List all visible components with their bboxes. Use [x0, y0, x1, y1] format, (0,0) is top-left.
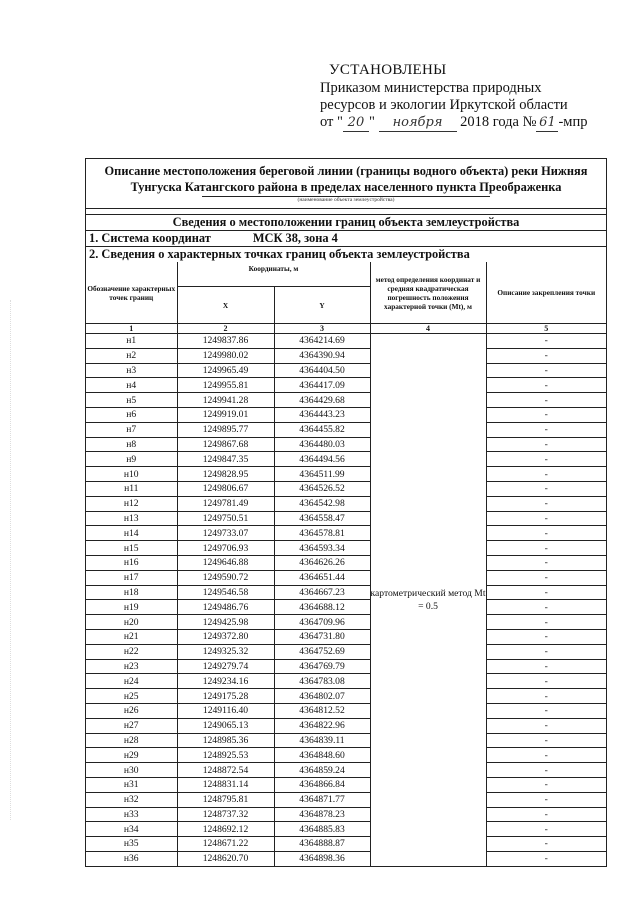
point-x: 1248831.14 — [177, 777, 274, 792]
point-id: н27 — [86, 718, 177, 733]
point-y: 4364390.94 — [274, 348, 370, 363]
point-x: 1249234.16 — [177, 674, 274, 689]
point-fixing: - — [486, 659, 606, 674]
table-row — [86, 481, 606, 496]
point-id: н6 — [86, 407, 177, 422]
table-row — [86, 467, 606, 482]
table-row — [86, 703, 606, 718]
point-x: 1248795.81 — [177, 792, 274, 807]
point-id: н33 — [86, 807, 177, 822]
point-y: 4364709.96 — [274, 615, 370, 630]
table-row — [86, 674, 606, 689]
header-designation: Обозначение характерных точек границ — [86, 262, 177, 324]
point-y: 4364866.84 — [274, 777, 370, 792]
coordinate-system-value: МСК 38, зона 4 — [252, 231, 338, 245]
point-id: н2 — [86, 348, 177, 363]
point-x: 1248872.54 — [177, 763, 274, 778]
point-fixing: - — [486, 748, 606, 763]
point-y: 4364429.68 — [274, 393, 370, 408]
point-id: н4 — [86, 378, 177, 393]
point-fixing: - — [486, 481, 606, 496]
point-id: н14 — [86, 526, 177, 541]
point-x: 1248985.36 — [177, 733, 274, 748]
point-id: н35 — [86, 837, 177, 852]
point-id: н36 — [86, 851, 177, 866]
point-y: 4364214.69 — [274, 334, 370, 349]
point-fixing: - — [486, 600, 606, 615]
table-row — [86, 378, 606, 393]
point-x: 1249980.02 — [177, 348, 274, 363]
document-title-line-2: Тунгуска Катангского района в пределах населенного пункта Преображенка — [130, 180, 562, 194]
point-id: н3 — [86, 363, 177, 378]
column-number: 2 — [177, 324, 274, 334]
point-x: 1249486.76 — [177, 600, 274, 615]
point-fixing: - — [486, 718, 606, 733]
header-fixing: Описание закрепления точки — [486, 262, 606, 324]
point-x: 1249116.40 — [177, 703, 274, 718]
table-row — [86, 526, 606, 541]
table-row — [86, 718, 606, 733]
point-id: н32 — [86, 792, 177, 807]
point-fixing: - — [486, 689, 606, 704]
point-fixing: - — [486, 437, 606, 452]
point-x: 1249828.95 — [177, 467, 274, 482]
document-title-line-1: Описание местоположения береговой линии (границы водного объекта) реки Нижняя — [104, 164, 588, 178]
table-row — [86, 363, 606, 378]
point-fixing: - — [486, 851, 606, 866]
point-id: н25 — [86, 689, 177, 704]
point-id: н31 — [86, 777, 177, 792]
table-row — [86, 763, 606, 778]
document-title-block — [86, 159, 606, 204]
point-id: н15 — [86, 541, 177, 556]
point-x: 1249965.49 — [177, 363, 274, 378]
point-x: 1249941.28 — [177, 393, 274, 408]
document-title-caption: (наименование объекта землеустройства) — [202, 196, 490, 204]
point-fixing: - — [486, 467, 606, 482]
approval-line-2: ресурсов и экологии Иркутской области — [320, 97, 568, 113]
point-id: н29 — [86, 748, 177, 763]
point-x: 1249847.35 — [177, 452, 274, 467]
table-row — [86, 348, 606, 363]
point-id: н19 — [86, 600, 177, 615]
table-row — [86, 689, 606, 704]
date-year: 2018 года № — [460, 114, 537, 130]
point-fixing: - — [486, 555, 606, 570]
method-cell: картометрический метод Mt = 0.5 — [370, 334, 486, 867]
point-y: 4364812.52 — [274, 703, 370, 718]
table-row — [86, 422, 606, 437]
point-x: 1249895.77 — [177, 422, 274, 437]
point-fixing: - — [486, 541, 606, 556]
point-x: 1249750.51 — [177, 511, 274, 526]
date-prefix: от " — [320, 114, 343, 130]
point-y: 4364898.36 — [274, 851, 370, 866]
point-x: 1249955.81 — [177, 378, 274, 393]
table-row — [86, 452, 606, 467]
approval-line-1: Приказом министерства природных — [320, 80, 542, 96]
section-heading: Сведения о местоположении границ объекта землеустройства — [86, 214, 606, 230]
point-y: 4364455.82 — [274, 422, 370, 437]
table-row — [86, 777, 606, 792]
point-fixing: - — [486, 777, 606, 792]
point-fixing: - — [486, 334, 606, 349]
table-row — [86, 437, 606, 452]
point-x: 1249590.72 — [177, 570, 274, 585]
column-number: 1 — [86, 324, 177, 334]
column-number: 4 — [370, 324, 486, 334]
point-x: 1249175.28 — [177, 689, 274, 704]
column-number: 5 — [486, 324, 606, 334]
point-y: 4364822.96 — [274, 718, 370, 733]
point-id: н16 — [86, 555, 177, 570]
point-y: 4364542.98 — [274, 496, 370, 511]
table-row — [86, 407, 606, 422]
point-id: н17 — [86, 570, 177, 585]
point-y: 4364417.09 — [274, 378, 370, 393]
header-method: метод определения координат и средняя квадратическая погрешность положения характерной точки (Mt), м — [370, 262, 486, 324]
table-row — [86, 600, 606, 615]
coordinate-system-row — [86, 230, 606, 246]
point-x: 1249706.93 — [177, 541, 274, 556]
header-x: X — [177, 287, 274, 324]
point-y: 4364885.83 — [274, 822, 370, 837]
point-id: н21 — [86, 629, 177, 644]
point-id: н11 — [86, 481, 177, 496]
point-x: 1248925.53 — [177, 748, 274, 763]
point-fixing: - — [486, 837, 606, 852]
approval-header — [320, 62, 630, 132]
point-y: 4364802.07 — [274, 689, 370, 704]
point-y: 4364494.56 — [274, 452, 370, 467]
handwritten-order-number: 61 — [536, 114, 558, 132]
point-y: 4364783.08 — [274, 674, 370, 689]
point-x: 1248692.12 — [177, 822, 274, 837]
point-fixing: - — [486, 526, 606, 541]
point-x: 1248737.32 — [177, 807, 274, 822]
table-row — [86, 511, 606, 526]
table-row — [86, 585, 606, 600]
point-fixing: - — [486, 674, 606, 689]
point-fixing: - — [486, 348, 606, 363]
approval-title: УСТАНОВЛЕНЫ — [329, 62, 447, 78]
point-y: 4364688.12 — [274, 600, 370, 615]
table-row — [86, 541, 606, 556]
point-x: 1249646.88 — [177, 555, 274, 570]
point-y: 4364443.23 — [274, 407, 370, 422]
point-id: н18 — [86, 585, 177, 600]
table-row — [86, 733, 606, 748]
point-id: н7 — [86, 422, 177, 437]
point-fixing: - — [486, 496, 606, 511]
point-y: 4364626.26 — [274, 555, 370, 570]
point-id: н26 — [86, 703, 177, 718]
point-id: н1 — [86, 334, 177, 349]
point-id: н24 — [86, 674, 177, 689]
scan-margin-mark — [10, 300, 15, 820]
point-id: н8 — [86, 437, 177, 452]
point-y: 4364731.80 — [274, 629, 370, 644]
point-y: 4364848.60 — [274, 748, 370, 763]
point-y: 4364888.87 — [274, 837, 370, 852]
table-row — [86, 748, 606, 763]
point-id: н20 — [86, 615, 177, 630]
point-id: н5 — [86, 393, 177, 408]
point-fixing: - — [486, 511, 606, 526]
table-row — [86, 822, 606, 837]
coordinate-system-label: 1. Система координат — [89, 231, 211, 245]
point-x: 1249806.67 — [177, 481, 274, 496]
table-row — [86, 334, 606, 349]
handwritten-day: 20 — [343, 114, 369, 132]
point-y: 4364558.47 — [274, 511, 370, 526]
point-id: н9 — [86, 452, 177, 467]
point-y: 4364526.52 — [274, 481, 370, 496]
point-fixing: - — [486, 378, 606, 393]
point-id: н30 — [86, 763, 177, 778]
point-x: 1249919.01 — [177, 407, 274, 422]
point-id: н34 — [86, 822, 177, 837]
handwritten-month: ноября — [379, 114, 457, 132]
table-row — [86, 807, 606, 822]
point-x: 1249867.68 — [177, 437, 274, 452]
table-row — [86, 629, 606, 644]
point-fixing: - — [486, 393, 606, 408]
point-id: н23 — [86, 659, 177, 674]
point-x: 1249546.58 — [177, 585, 274, 600]
point-x: 1249781.49 — [177, 496, 274, 511]
point-x: 1249325.32 — [177, 644, 274, 659]
point-y: 4364769.79 — [274, 659, 370, 674]
point-y: 4364593.34 — [274, 541, 370, 556]
description-document — [85, 158, 607, 867]
point-fixing: - — [486, 792, 606, 807]
table-row — [86, 659, 606, 674]
point-fixing: - — [486, 570, 606, 585]
column-number-row — [86, 324, 606, 334]
header-coordinates: Координаты, м — [177, 262, 370, 287]
point-y: 4364878.23 — [274, 807, 370, 822]
point-y: 4364511.99 — [274, 467, 370, 482]
point-id: н13 — [86, 511, 177, 526]
column-number: 3 — [274, 324, 370, 334]
point-id: н28 — [86, 733, 177, 748]
point-fixing: - — [486, 363, 606, 378]
point-id: н22 — [86, 644, 177, 659]
point-x: 1248620.70 — [177, 851, 274, 866]
point-id: н12 — [86, 496, 177, 511]
point-x: 1249279.74 — [177, 659, 274, 674]
point-y: 4364859.24 — [274, 763, 370, 778]
table-row — [86, 792, 606, 807]
point-x: 1249372.80 — [177, 629, 274, 644]
point-fixing: - — [486, 452, 606, 467]
point-fixing: - — [486, 407, 606, 422]
point-fixing: - — [486, 585, 606, 600]
point-fixing: - — [486, 422, 606, 437]
table-row — [86, 644, 606, 659]
points-table — [86, 262, 606, 867]
point-fixing: - — [486, 615, 606, 630]
table-row — [86, 555, 606, 570]
point-y: 4364404.50 — [274, 363, 370, 378]
table-row — [86, 615, 606, 630]
point-fixing: - — [486, 733, 606, 748]
point-id: н10 — [86, 467, 177, 482]
point-x: 1248671.22 — [177, 837, 274, 852]
point-fixing: - — [486, 822, 606, 837]
approval-date-line — [320, 114, 630, 132]
point-y: 4364480.03 — [274, 437, 370, 452]
point-fixing: - — [486, 629, 606, 644]
point-y: 4364651.44 — [274, 570, 370, 585]
header-y: Y — [274, 287, 370, 324]
point-fixing: - — [486, 763, 606, 778]
table-row — [86, 570, 606, 585]
point-fixing: - — [486, 703, 606, 718]
point-fixing: - — [486, 807, 606, 822]
point-y: 4364667.23 — [274, 585, 370, 600]
table-row — [86, 496, 606, 511]
table-row — [86, 851, 606, 866]
table-row — [86, 837, 606, 852]
points-heading: 2. Сведения о характерных точках границ объекта землеустройства — [86, 246, 606, 262]
point-fixing: - — [486, 644, 606, 659]
point-x: 1249065.13 — [177, 718, 274, 733]
order-suffix: -мпр — [558, 114, 588, 130]
point-x: 1249425.98 — [177, 615, 274, 630]
point-y: 4364871.77 — [274, 792, 370, 807]
point-x: 1249837.86 — [177, 334, 274, 349]
table-row — [86, 393, 606, 408]
point-x: 1249733.07 — [177, 526, 274, 541]
point-y: 4364839.11 — [274, 733, 370, 748]
point-y: 4364578.81 — [274, 526, 370, 541]
point-y: 4364752.69 — [274, 644, 370, 659]
date-quote: " — [368, 114, 375, 130]
